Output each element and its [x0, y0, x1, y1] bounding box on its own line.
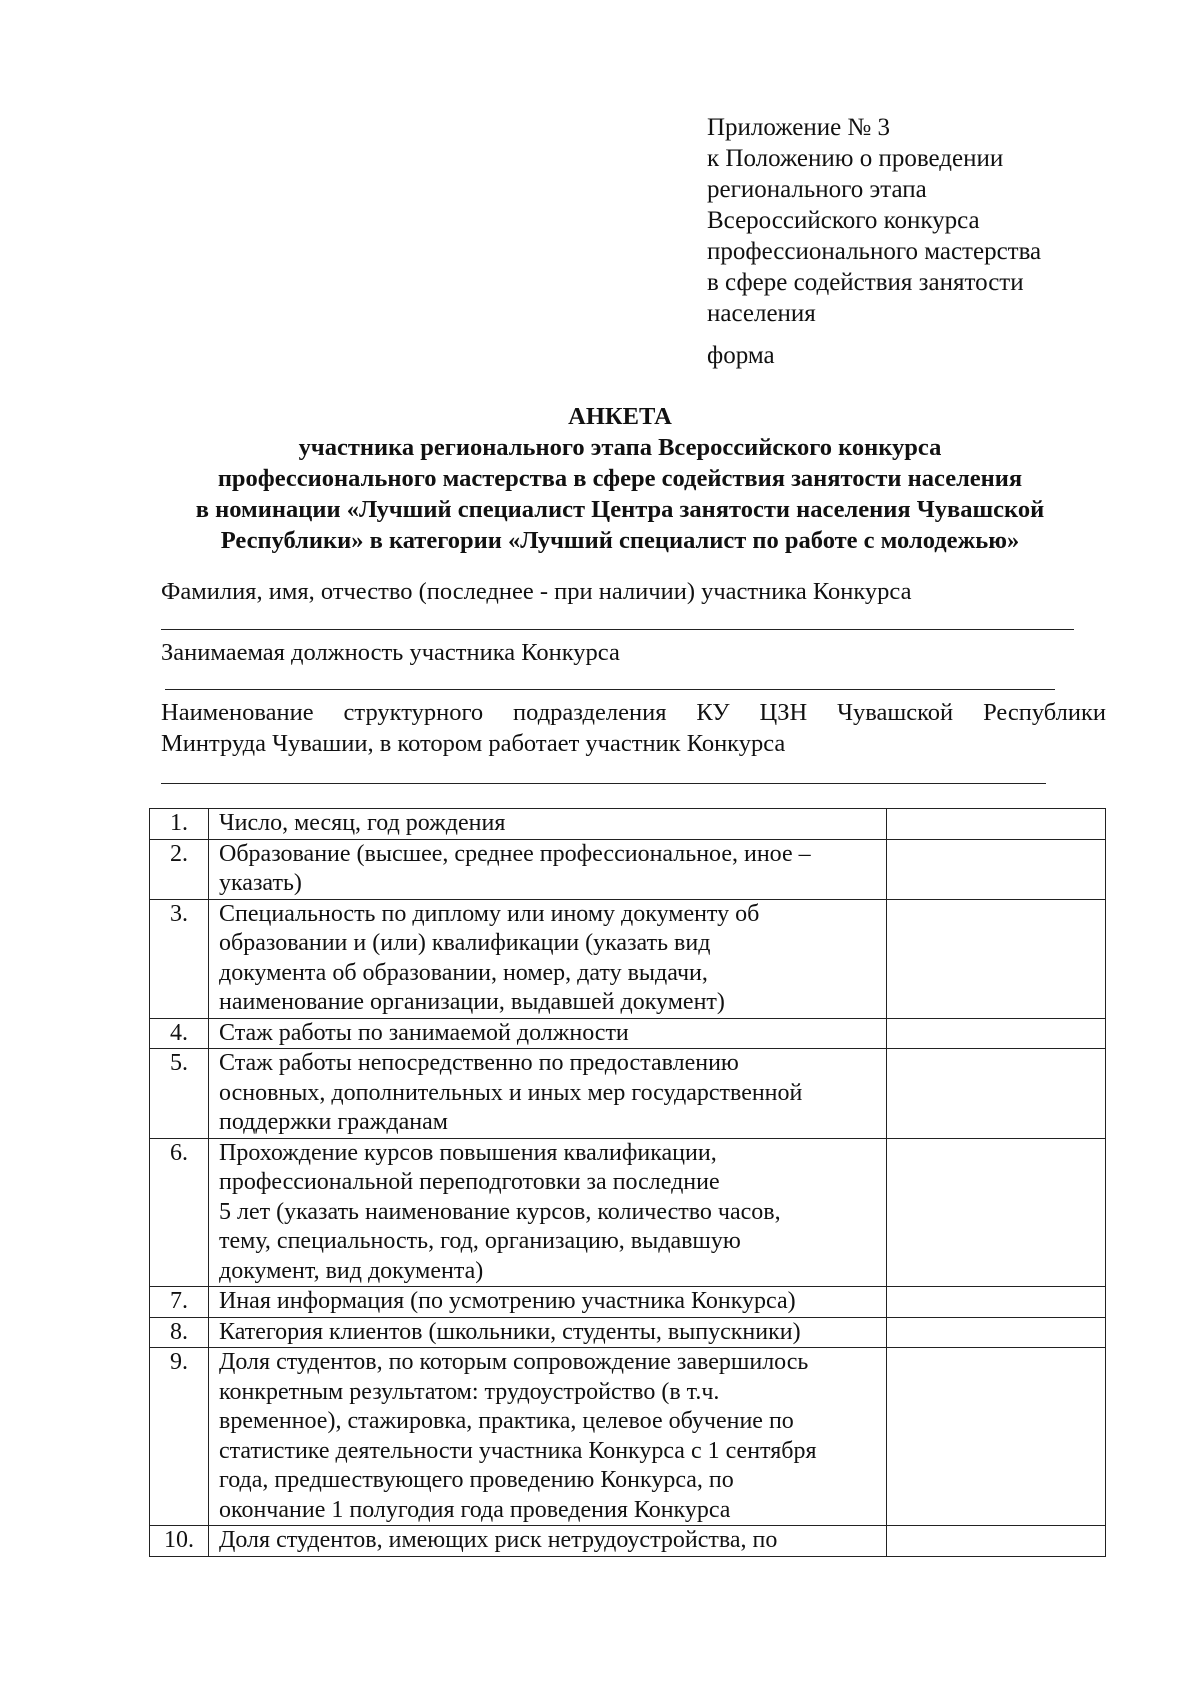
appendix-line: профессионального мастерства: [707, 238, 1042, 265]
table-row: [150, 1138, 1106, 1287]
question-line: документ, вид документа): [219, 1257, 484, 1284]
table-row: [150, 899, 1106, 1018]
question-line: Прохождение курсов повышения квалификации,: [219, 1139, 717, 1166]
answer-cell[interactable]: [887, 1317, 1106, 1348]
row-question: [209, 1287, 887, 1318]
question-line: документа об образовании, номер, дату выдачи,: [219, 959, 708, 986]
table-row: [150, 1348, 1106, 1526]
department-label-line1: Наименование структурного подразделения КУ ЦЗН Чувашской Республики: [161, 699, 1106, 726]
answer-cell[interactable]: [887, 899, 1106, 1018]
answer-cell[interactable]: [887, 1049, 1106, 1139]
questionnaire-table: [149, 808, 1106, 1557]
question-line: статистике деятельности участника Конкурса с 1 сентября: [219, 1437, 817, 1464]
title-line: профессионального мастерства в сфере содействия занятости населения: [217, 465, 1023, 492]
row-question: [209, 1018, 887, 1049]
question-line: Категория клиентов (школьники, студенты, выпускники): [219, 1318, 801, 1345]
full-name-label: Фамилия, имя, отчество (последнее - при наличии) участника Конкурса: [161, 578, 912, 605]
row-number: 1.: [150, 809, 209, 840]
row-question: [209, 839, 887, 899]
question-line: Число, месяц, год рождения: [219, 810, 506, 836]
question-line: 5 лет (указать наименование курсов, количество часов,: [219, 1198, 781, 1225]
row-question: [209, 899, 887, 1018]
row-number: 6.: [150, 1138, 209, 1287]
question-line: Доля студентов, имеющих риск нетрудоустройства, по: [219, 1527, 778, 1553]
row-question: [209, 1138, 887, 1287]
department-field[interactable]: [161, 783, 1046, 784]
row-question: [209, 809, 887, 840]
appendix-line: Всероссийского конкурса: [707, 207, 980, 234]
title-line: Республики» в категории «Лучший специалист по работе с молодежью»: [220, 527, 1020, 554]
question-line: Стаж работы непосредственно по предоставлению: [219, 1050, 739, 1076]
question-line: тему, специальность, год, организацию, выдавшую: [219, 1228, 741, 1254]
appendix-line: в сфере содействия занятости: [707, 269, 1024, 296]
appendix-line: Приложение № 3: [707, 114, 891, 141]
row-question: [209, 1526, 887, 1557]
question-line: указать): [219, 870, 302, 896]
row-question: [209, 1317, 887, 1348]
question-line: Образование (высшее, среднее профессиональное, иное –: [219, 840, 811, 867]
question-line: конкретным результатом: трудоустройство (в т.ч.: [219, 1378, 720, 1405]
answer-cell[interactable]: [887, 1287, 1106, 1318]
question-line: основных, дополнительных и иных мер государственной: [219, 1079, 803, 1106]
row-number: 8.: [150, 1317, 209, 1348]
answer-cell[interactable]: [887, 839, 1106, 899]
table-row: [150, 809, 1106, 840]
question-line: профессиональной переподготовки за последние: [219, 1169, 720, 1195]
answer-cell[interactable]: [887, 1018, 1106, 1049]
question-line: поддержки гражданам: [219, 1109, 448, 1135]
form-label: форма: [707, 342, 775, 369]
answer-cell[interactable]: [887, 809, 1106, 840]
question-line: образовании и (или) квалификации (указать вид: [219, 930, 711, 956]
row-number: 2.: [150, 839, 209, 899]
row-number: 5.: [150, 1049, 209, 1139]
answer-cell[interactable]: [887, 1348, 1106, 1526]
question-line: года, предшествующего проведению Конкурса, по: [219, 1467, 734, 1493]
title-line: в номинации «Лучший специалист Центра занятости населения Чувашской: [195, 496, 1045, 523]
table-row: [150, 1526, 1106, 1557]
title-line: участника регионального этапа Всероссийского конкурса: [298, 434, 942, 461]
appendix-line: к Положению о проведении: [707, 145, 1004, 172]
title-heading: АНКЕТА: [568, 403, 672, 430]
appendix-reference: [707, 112, 1127, 329]
full-name-field[interactable]: [161, 629, 1074, 630]
question-line: наименование организации, выдавшей документ): [219, 989, 725, 1015]
answer-cell[interactable]: [887, 1526, 1106, 1557]
table-row: [150, 1049, 1106, 1139]
question-line: временное), стажировка, практика, целевое обучение по: [219, 1408, 794, 1434]
position-label: Занимаемая должность участника Конкурса: [161, 639, 620, 666]
row-number: 4.: [150, 1018, 209, 1049]
row-number: 10.: [150, 1526, 209, 1557]
row-number: 3.: [150, 899, 209, 1018]
table-row: [150, 1317, 1106, 1348]
appendix-line: населения: [707, 300, 816, 327]
question-line: Стаж работы по занимаемой должности: [219, 1019, 629, 1046]
table-row: [150, 839, 1106, 899]
table-row: [150, 1287, 1106, 1318]
question-line: Доля студентов, по которым сопровождение завершилось: [219, 1349, 809, 1375]
question-line: Иная информация (по усмотрению участника Конкурса): [219, 1288, 796, 1314]
table-row: [150, 1018, 1106, 1049]
row-number: 9.: [150, 1348, 209, 1526]
question-line: Специальность по диплому или иному документу об: [219, 900, 760, 927]
answer-cell[interactable]: [887, 1138, 1106, 1287]
position-field[interactable]: [165, 689, 1055, 690]
row-question: [209, 1049, 887, 1139]
question-line: окончание 1 полугодия года проведения Конкурса: [219, 1496, 731, 1523]
department-label-line2: Минтруда Чувашии, в котором работает участник Конкурса: [161, 730, 786, 757]
document-title: [140, 401, 1100, 556]
appendix-line: регионального этапа: [707, 176, 927, 203]
row-question: [209, 1348, 887, 1526]
row-number: 7.: [150, 1287, 209, 1318]
